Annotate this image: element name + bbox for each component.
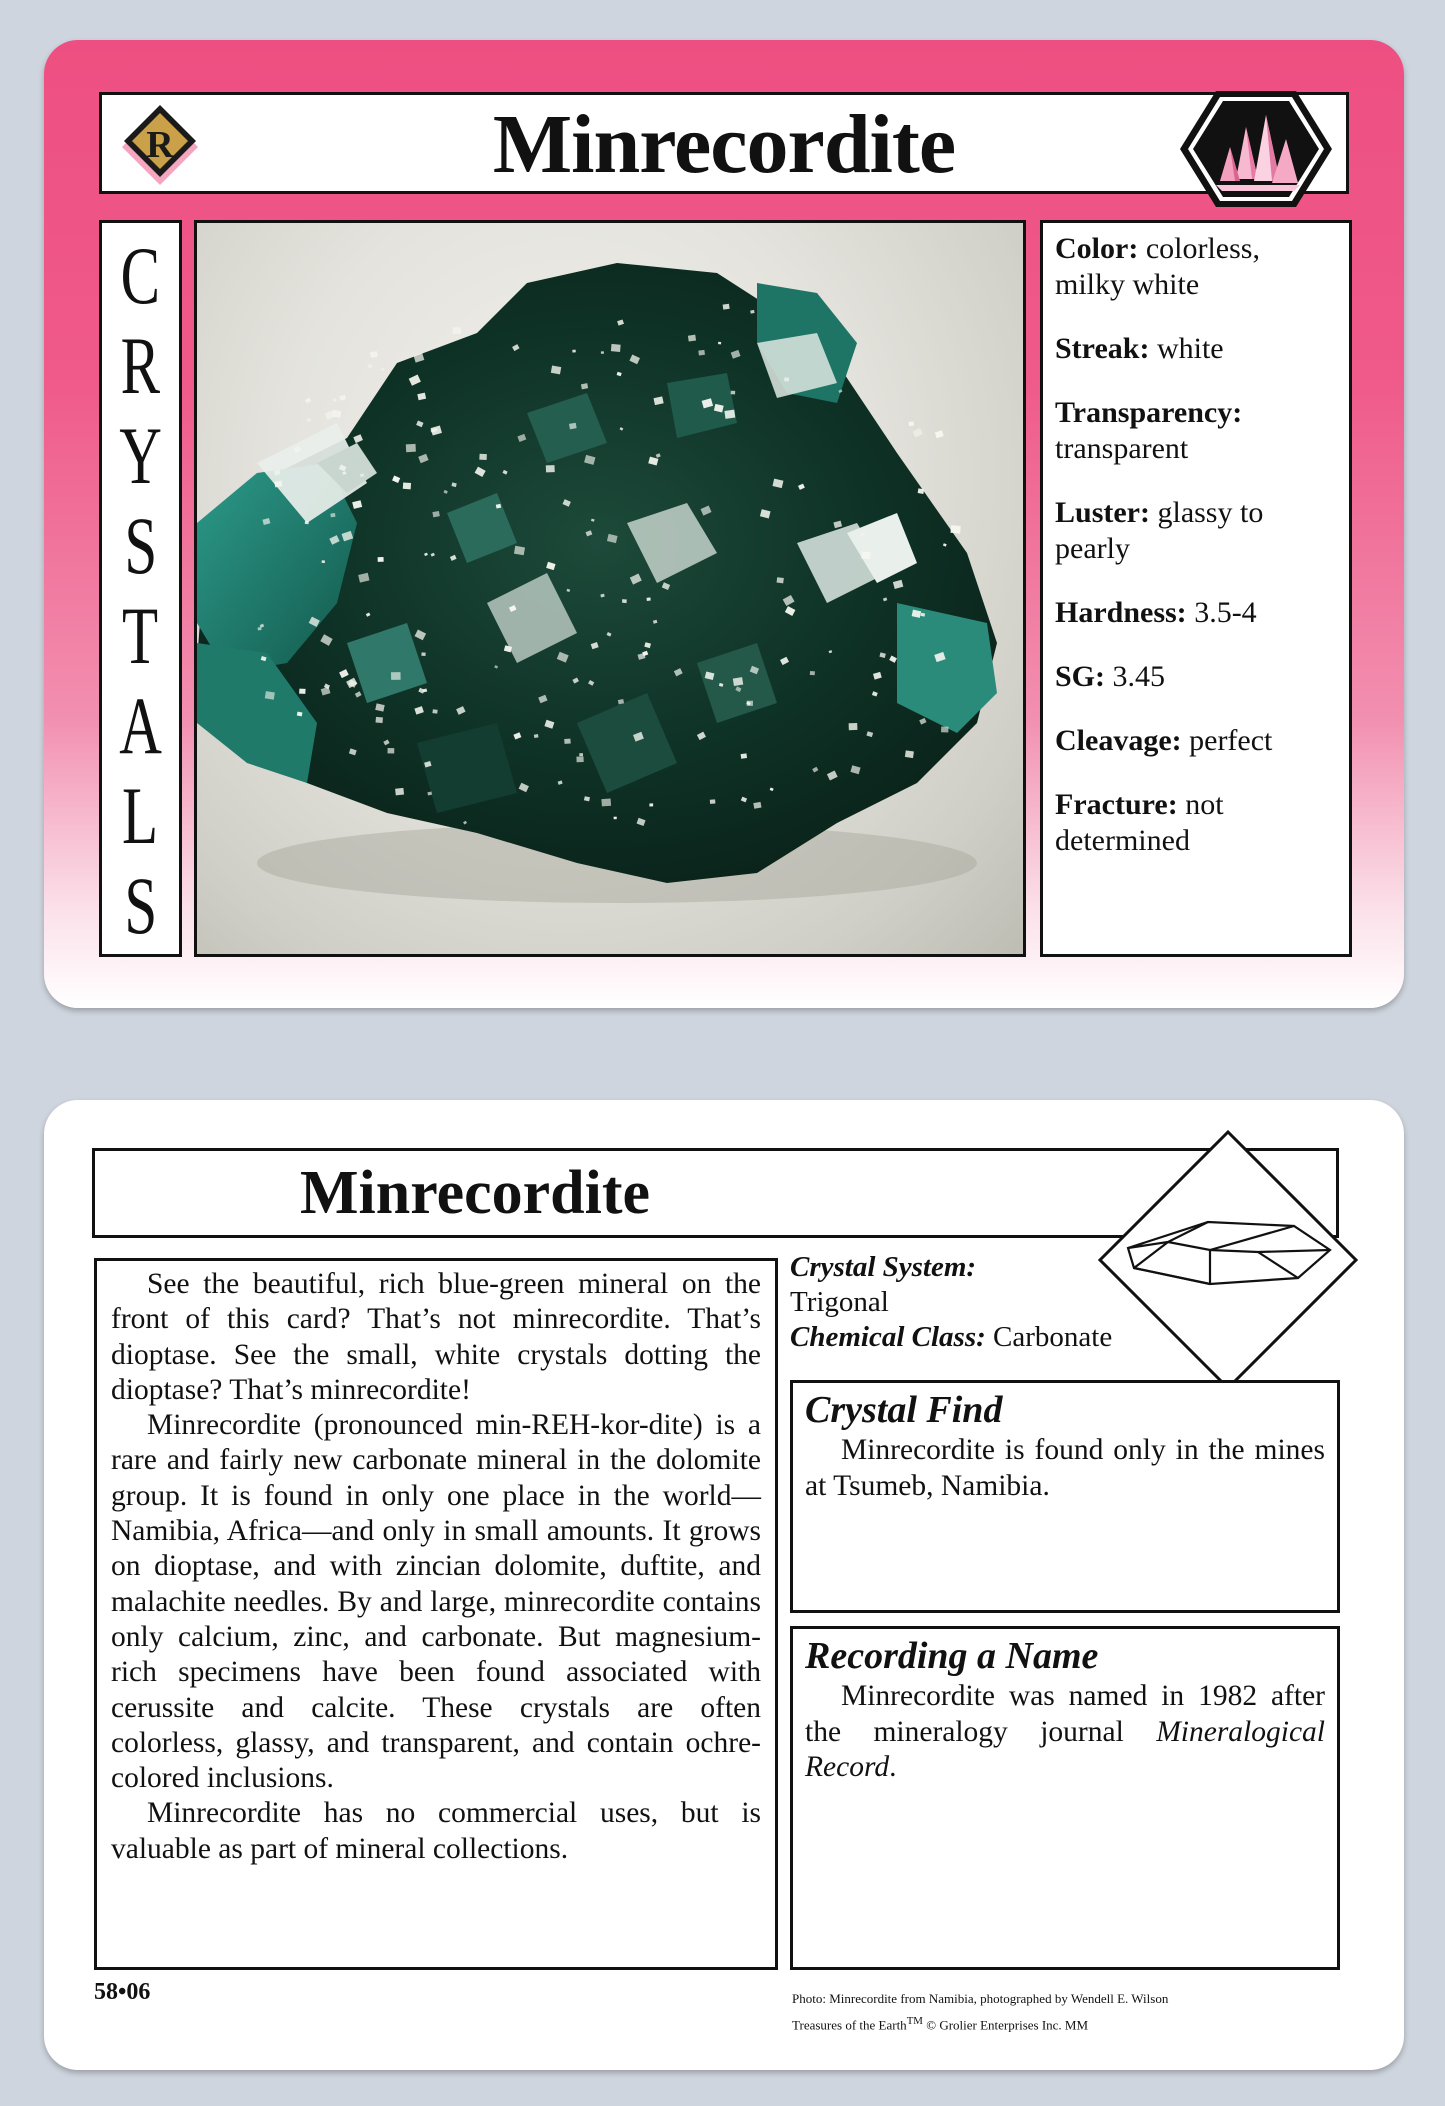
crystal-speck <box>368 364 373 368</box>
property-item <box>1055 331 1337 367</box>
side-letter: R <box>120 320 161 411</box>
crystal-speck <box>564 739 571 744</box>
property-item <box>1055 395 1337 467</box>
crystal-speck <box>330 513 335 517</box>
crystal-speck <box>733 677 743 686</box>
crystal-speck <box>546 465 555 472</box>
description-panel <box>94 1258 778 1970</box>
crystal-find-text: Minrecordite is found only in the mines at Tsumeb, Namibia. <box>805 1434 1325 1502</box>
side-letter: S <box>124 500 157 591</box>
property-label: Transparency: <box>1055 396 1243 429</box>
property-value: perfect <box>1189 724 1273 757</box>
crystal-speck <box>913 428 923 437</box>
crystal-system-label: Crystal System: <box>790 1251 977 1283</box>
crystal-speck <box>421 652 425 656</box>
crystal-speck <box>339 395 346 401</box>
crystal-speck <box>710 799 716 804</box>
property-item <box>1055 787 1337 859</box>
crystal-speck <box>305 398 311 404</box>
card-back <box>44 1100 1404 2070</box>
property-value: colorless, milky white <box>1055 232 1260 301</box>
crystal-speck <box>265 691 275 700</box>
crystal-speck <box>718 342 721 345</box>
property-item <box>1055 723 1337 759</box>
crystal-speck <box>322 560 325 563</box>
chemical-class-value: Carbonate <box>993 1321 1113 1353</box>
crystal-speck <box>918 488 924 494</box>
trademark-mark: TM <box>906 2015 923 2027</box>
logo-letter: R <box>146 124 174 166</box>
crystal-specimen-photo <box>194 220 1026 957</box>
crystal-speck <box>370 351 378 358</box>
crystal-info-block <box>790 1250 1170 1355</box>
crystal-speck <box>908 421 914 426</box>
side-letter: L <box>122 770 159 861</box>
property-value: not determined <box>1055 788 1224 857</box>
crystal-speck <box>406 444 416 452</box>
crystal-speck <box>307 418 311 421</box>
property-item <box>1055 495 1337 567</box>
property-value: transparent <box>1055 432 1189 465</box>
card-number: 58•06 <box>94 1979 151 2005</box>
crystal-speck <box>723 304 730 310</box>
crystal-speck <box>905 750 914 758</box>
chemical-class-label: Chemical Class: <box>790 1321 986 1353</box>
crystal-speck <box>861 552 870 560</box>
crystal-speck <box>572 350 576 353</box>
property-label: Streak: <box>1055 332 1150 365</box>
description-paragraph: See the beautiful, rich blue-green mineral on the front of this card? That’s not minrecordite. That’s dioptase. See the small, white crystals dotting the dioptase? That’s minrecordite! <box>111 1268 761 1406</box>
crystal-speck <box>395 788 404 796</box>
crystal-find-title: Crystal Find <box>805 1389 1003 1431</box>
crystal-speck <box>534 734 539 738</box>
crystal-speck <box>649 803 653 806</box>
property-label: Hardness: <box>1055 596 1187 629</box>
recording-text-after: . <box>889 1751 897 1783</box>
crystal-speck <box>569 423 577 430</box>
crystal-speck <box>297 712 303 717</box>
crystal-speck <box>747 701 753 706</box>
crystal-speck <box>479 454 487 460</box>
crystal-speck <box>810 671 815 675</box>
back-title: Minrecordite <box>299 1159 651 1227</box>
property-label: Fracture: <box>1055 788 1178 821</box>
crystals-side-label <box>99 220 182 957</box>
recording-name-title: Recording a Name <box>805 1635 1099 1677</box>
crystal-speck <box>299 689 305 694</box>
property-value: 3.45 <box>1112 660 1166 693</box>
property-value: glassy to pearly <box>1055 496 1264 565</box>
credits <box>792 1988 1352 2036</box>
crystal-speck <box>784 378 789 382</box>
property-item <box>1055 659 1337 695</box>
side-letter: C <box>120 230 161 321</box>
crystal-speck <box>647 597 651 601</box>
crystal-speck <box>698 350 705 356</box>
crystal-speck <box>579 753 583 756</box>
recording-text-before: Minrecordite was named in 1982 after the mineralogy journal <box>805 1680 1325 1748</box>
crystal-speck <box>935 430 944 438</box>
crystal-speck <box>378 557 384 562</box>
side-letter: T <box>122 590 159 681</box>
crystal-speck <box>611 344 621 352</box>
crystal-speck <box>388 748 395 754</box>
recording-text-italic: Mineralogical Record <box>805 1715 1325 1783</box>
properties-panel <box>1040 220 1352 957</box>
crystal-speck <box>376 717 383 723</box>
property-item <box>1055 595 1337 631</box>
crystal-speck <box>601 798 611 806</box>
crystal-speck <box>391 672 401 680</box>
crystal-speck <box>305 521 309 524</box>
recording-name-box <box>790 1626 1340 1970</box>
description-paragraph: Minrecordite (pronounced min-REH-kor-dite) is a rare and fairly new carbonate mineral in the dolomite group. It is found in only one place in the world—Namibia, Africa—and only in small amounts. It grows on dioptase, and with zincian dolomite, duftite, and malachite needles. By and large, minrecordite contains only calcium, zinc, and carbonate. But magnesium-rich specimens have been found associated with cerussite and calcite. These crystals are often colorless, glassy, and transparent, and contain ochre-colored inclusions. <box>111 1409 761 1795</box>
crystal-speck <box>941 727 948 733</box>
front-title-bar <box>99 92 1349 194</box>
crystal-speck <box>403 483 411 490</box>
property-label: Luster: <box>1055 496 1150 529</box>
side-letter: Y <box>119 410 162 501</box>
property-value: 3.5-4 <box>1194 596 1257 629</box>
property-label: Cleavage: <box>1055 724 1182 757</box>
property-value: white <box>1156 332 1224 365</box>
crystal-speck <box>614 817 617 820</box>
crystal-speck <box>741 753 747 758</box>
photo-credit: Photo: Minrecordite from Namibia, photographed by Wendell E. Wilson <box>792 1991 1169 2006</box>
crystal-speck <box>950 525 960 534</box>
crystal-speck <box>333 398 337 402</box>
crystal-speck <box>622 599 627 603</box>
crystal-find-box <box>790 1380 1340 1613</box>
crystal-speck <box>777 577 784 583</box>
crystal-speck <box>849 723 858 730</box>
side-letter: A <box>119 680 162 771</box>
copyright-suffix: © Grolier Enterprises Inc. MM <box>922 2017 1089 2033</box>
crystal-speck <box>576 756 583 762</box>
crystal-system-value: Trigonal <box>790 1286 889 1318</box>
property-item <box>1055 231 1337 303</box>
recording-name-text <box>805 1679 1325 1786</box>
property-label: SG: <box>1055 660 1106 693</box>
side-letter: S <box>124 860 157 951</box>
crystal-speck <box>601 351 604 353</box>
crystal-speck <box>432 709 437 713</box>
card-front <box>44 40 1404 1008</box>
crystal-speck <box>724 410 735 419</box>
crystal-speck <box>453 327 461 334</box>
front-title: Minrecordite <box>492 98 956 191</box>
copyright-prefix: Treasures of the Earth <box>792 2017 907 2033</box>
pink-crystal-icon <box>1176 87 1336 211</box>
description-paragraph: Minrecordite has no commercial uses, but is valuable as part of mineral collections. <box>111 1797 761 1865</box>
crystal-speck <box>432 511 439 517</box>
crystal-speck <box>731 391 736 395</box>
crystal-speck <box>381 368 385 371</box>
property-label: Color: <box>1055 232 1139 265</box>
specimen-illustration <box>197 223 1023 954</box>
crystal-speck <box>688 335 696 342</box>
copyright-line <box>792 2010 1352 2036</box>
